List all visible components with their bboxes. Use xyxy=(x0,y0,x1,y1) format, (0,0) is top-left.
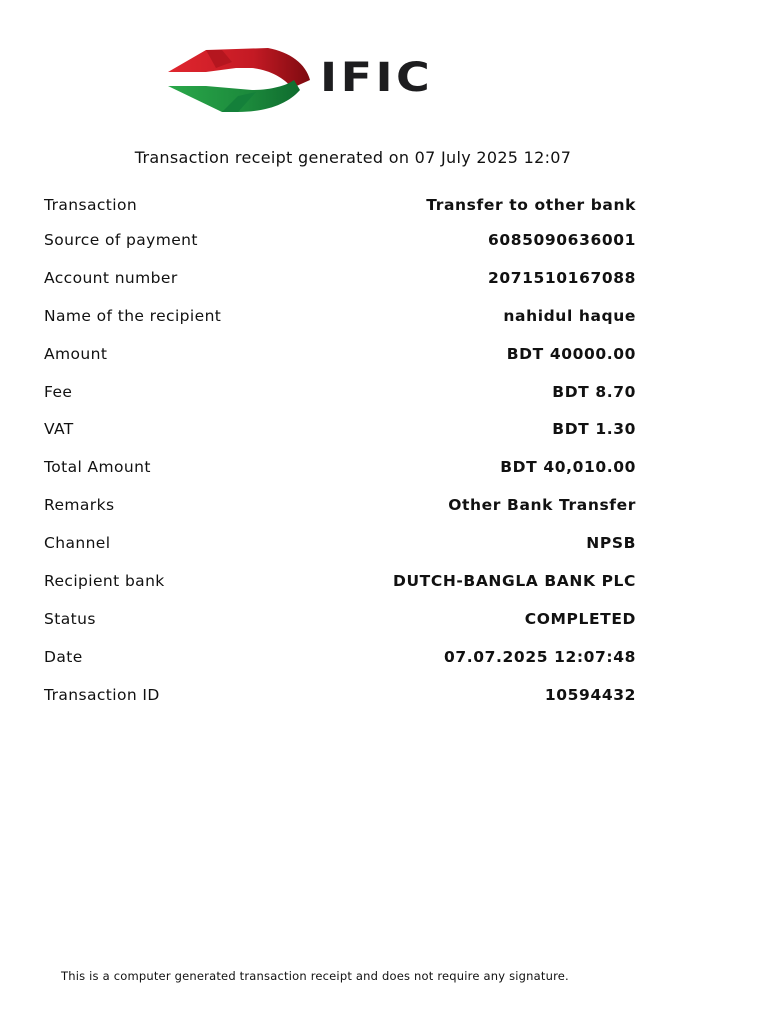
row-remarks xyxy=(44,494,636,532)
row-value: nahidul haque xyxy=(503,306,636,325)
row-value: BDT 1.30 xyxy=(552,420,636,439)
row-label: Remarks xyxy=(44,496,115,515)
row-source-of-payment xyxy=(44,229,636,267)
row-value: NPSB xyxy=(586,534,636,553)
row-value: DUTCH-BANGLA BANK PLC xyxy=(393,572,636,591)
row-value: 10594432 xyxy=(544,685,636,704)
row-date xyxy=(44,646,636,684)
row-label: Source of payment xyxy=(44,231,198,249)
row-value: Other Bank Transfer xyxy=(448,496,636,515)
row-channel xyxy=(44,532,636,570)
row-label: Name of the recipient xyxy=(44,306,222,325)
row-value: 6085090636001 xyxy=(487,231,636,249)
row-transaction xyxy=(44,194,636,229)
ific-logo xyxy=(166,46,436,114)
row-value: Transfer to other bank xyxy=(426,196,636,214)
row-label: Total Amount xyxy=(44,458,151,477)
row-value: 2071510167088 xyxy=(487,268,636,287)
row-recipient-bank xyxy=(44,570,636,608)
ific-logo-mark-icon xyxy=(166,46,312,114)
row-total-amount xyxy=(44,456,636,494)
row-label: Date xyxy=(44,647,83,666)
row-label: Transaction xyxy=(44,196,138,214)
row-status xyxy=(44,608,636,646)
row-vat xyxy=(44,418,636,456)
row-account-number xyxy=(44,267,636,305)
row-label: Channel xyxy=(44,534,111,553)
row-amount xyxy=(44,343,636,381)
row-value: 07.07.2025 12:07:48 xyxy=(444,647,636,666)
row-label: Account number xyxy=(44,268,178,287)
row-value: BDT 40000.00 xyxy=(506,344,636,363)
row-label: Amount xyxy=(44,344,108,363)
row-label: VAT xyxy=(44,420,74,439)
row-recipient-name xyxy=(44,305,636,343)
row-transaction-id xyxy=(44,684,636,722)
row-value: COMPLETED xyxy=(524,609,636,628)
row-label: Fee xyxy=(44,382,73,401)
row-value: BDT 8.70 xyxy=(552,382,636,401)
ific-logo-text: IFIC xyxy=(320,55,434,101)
row-label: Status xyxy=(44,609,96,628)
row-fee xyxy=(44,381,636,419)
row-label: Recipient bank xyxy=(44,572,165,591)
receipt-details xyxy=(44,194,636,722)
receipt-footer-note: This is a computer generated transaction receipt and does not require any signature. xyxy=(61,969,569,983)
receipt-heading: Transaction receipt generated on 07 July 2025 12:07 xyxy=(134,148,572,167)
row-value: BDT 40,010.00 xyxy=(500,458,636,477)
row-label: Transaction ID xyxy=(44,685,160,704)
